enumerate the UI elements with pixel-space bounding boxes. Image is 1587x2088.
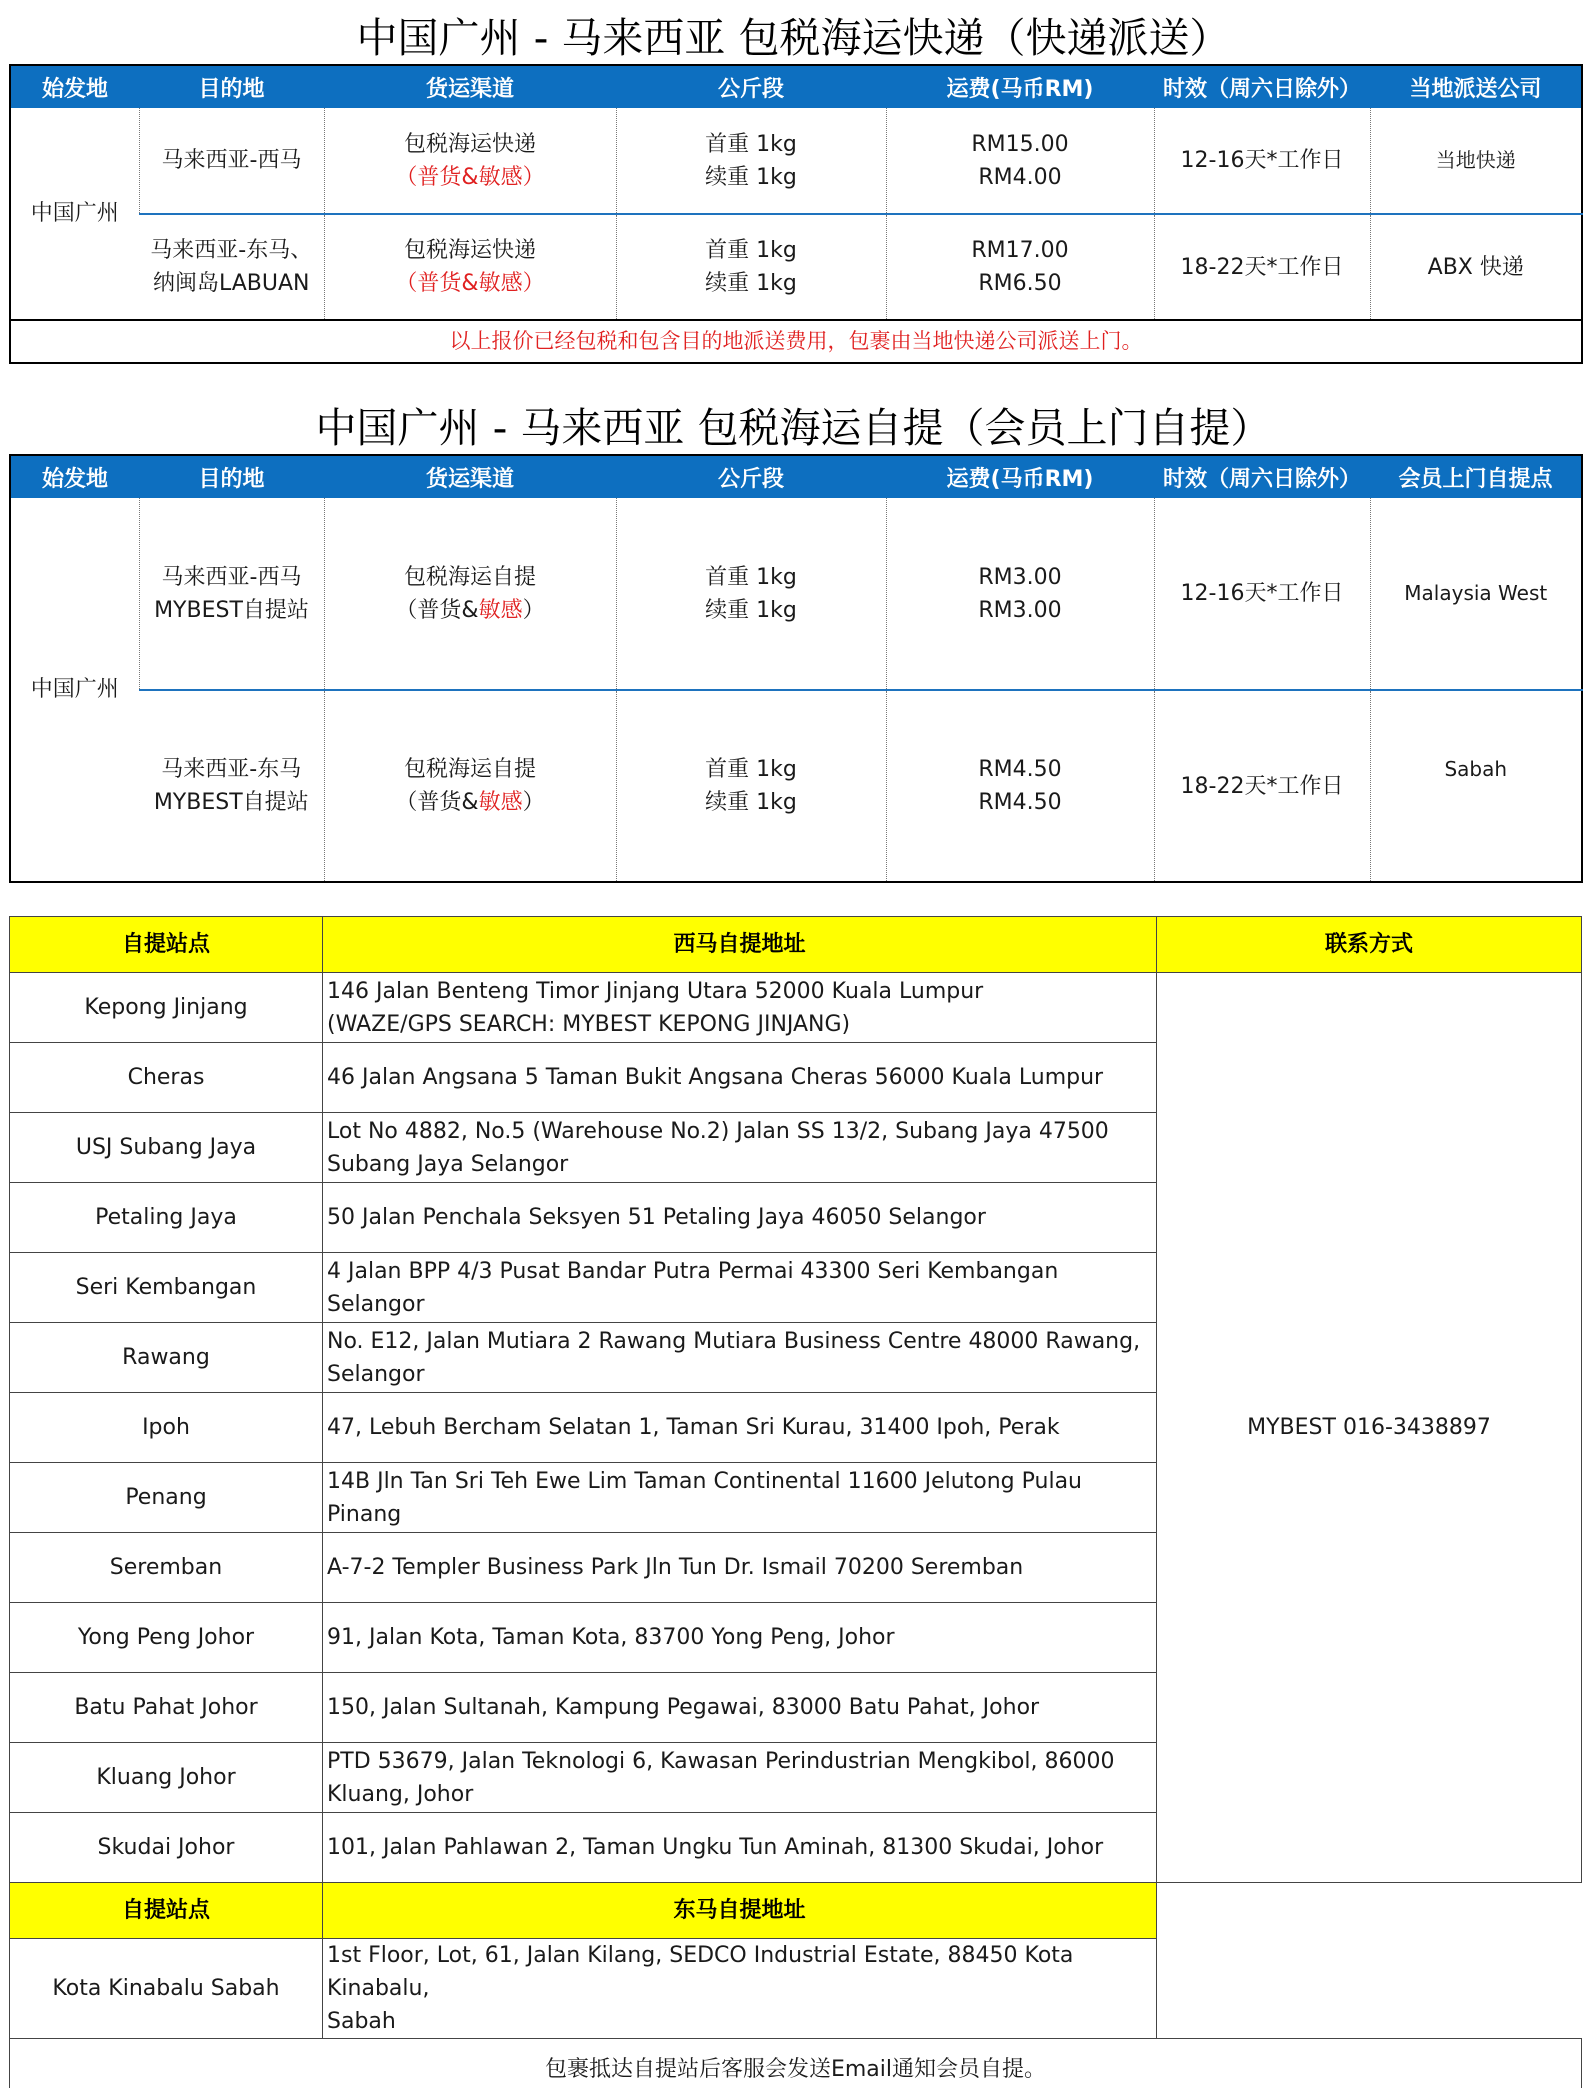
station-address: [323, 1603, 1157, 1673]
station-name: Seremban: [10, 1533, 323, 1603]
station-name: Rawang: [10, 1323, 323, 1393]
station-address: [323, 1673, 1157, 1743]
east-header-row: [10, 1883, 1582, 1939]
address-line1: 46 Jalan Angsana 5 Taman Bukit Angsana Cheras 56000 Kuala Lumpur: [327, 1065, 1104, 1090]
origin-cell: 中国广州: [30, 201, 119, 226]
contact-cell: MYBEST 016-3438897: [1157, 973, 1582, 1883]
destination-cell: [139, 690, 324, 882]
weight-next: 续重 1kg: [705, 164, 797, 190]
station-name: Batu Pahat Johor: [10, 1673, 323, 1743]
price-cell: [886, 690, 1154, 882]
express-header-row: [10, 65, 1582, 108]
price-first: RM15.00: [971, 131, 1069, 157]
address-line1: 91, Jalan Kota, Taman Kota, 83700 Yong Peng, Johor: [327, 1625, 895, 1650]
station-name: Penang: [10, 1463, 323, 1533]
station-address: [323, 1113, 1157, 1183]
time-cell: 12-16天*工作日: [1154, 498, 1370, 690]
station-name: Seri Kembangan: [10, 1253, 323, 1323]
header-station-east: 自提站点: [10, 1883, 323, 1939]
address-line1: PTD 53679, Jalan Teknologi 6, Kawasan Perindustrian Mengkibol, 86000: [327, 1748, 1115, 1774]
address-line1: 1st Floor, Lot, 61, Jalan Kilang, SEDCO Industrial Estate, 88450 Kota Kinabalu,: [327, 1943, 1074, 2001]
address-line1: Lot No 4882, No.5 (Warehouse No.2) Jalan SS 13/2, Subang Jaya 47500: [327, 1118, 1109, 1144]
weight-first: 首重 1kg: [705, 131, 797, 157]
station-address: [323, 1323, 1157, 1393]
station-address: [323, 1393, 1157, 1463]
address-line1: A-7-2 Templer Business Park Jln Tun Dr. Ismail 70200 Seremban: [327, 1555, 1024, 1580]
header-pickup-point: 会员上门自提点: [1370, 455, 1582, 498]
address-line1: 47, Lebuh Bercham Selatan 1, Taman Sri Kurau, 31400 Ipoh, Perak: [327, 1415, 1060, 1440]
price-first: RM17.00: [971, 238, 1069, 263]
address-line2: Selangor: [327, 1361, 425, 1387]
channel-name: 包税海运自提: [403, 564, 536, 590]
pickup-footer-row: [10, 2039, 1582, 2088]
weight-first: 首重 1kg: [705, 757, 797, 782]
station-address: [323, 1043, 1157, 1113]
time-cell: 12-16天*工作日: [1154, 108, 1370, 214]
address-line2: Sabah: [327, 2009, 396, 2034]
station-address: [323, 1183, 1157, 1253]
address-line2: Subang Jaya Selangor: [327, 1151, 569, 1177]
header-price: 运费(马币RM): [886, 65, 1154, 108]
pickup-footer-note: 包裹抵达自提站后客服会发送Email通知会员自提。: [10, 2039, 1582, 2088]
price-first: RM3.00: [978, 564, 1062, 590]
channel-cell: [324, 690, 616, 882]
express-note-row: [10, 320, 1582, 363]
company-cell: ABX 快递: [1370, 214, 1582, 320]
company-cell: 当地快递: [1370, 108, 1582, 214]
channel-name: 包税海运自提: [403, 757, 536, 782]
header-origin: 始发地: [10, 455, 139, 498]
price-next: RM4.00: [978, 164, 1062, 190]
channel-name: 包税海运快递: [403, 131, 536, 157]
pickup-point-cell: Malaysia West: [1370, 498, 1582, 690]
destination-cell: [139, 214, 324, 320]
east-station-rows: [10, 1939, 1582, 2039]
express-row-east: [10, 214, 1582, 320]
weight-next: 续重 1kg: [705, 790, 797, 815]
header-weight: 公斤段: [616, 455, 886, 498]
address-line1: 50 Jalan Penchala Seksyen 51 Petaling Jaya 46050 Selangor: [327, 1205, 986, 1230]
header-destination: 目的地: [139, 455, 324, 498]
express-note: 以上报价已经包税和包含目的地派送费用，包裹由当地快递公司派送上门。: [10, 320, 1582, 363]
destination-line2: 纳闽岛LABUAN: [152, 271, 310, 296]
express-rate-table: [9, 64, 1583, 364]
header-channel: 货运渠道: [324, 65, 616, 108]
header-origin: 始发地: [10, 65, 139, 108]
address-line2: (WAZE/GPS SEARCH: MYBEST KEPONG JINJANG): [327, 1011, 851, 1037]
price-next: RM6.50: [978, 271, 1062, 296]
station-address: [323, 1939, 1157, 2039]
west-station-rows: [10, 973, 1582, 1883]
header-time: 时效（周六日除外）: [1154, 455, 1370, 498]
weight-cell: [616, 690, 886, 882]
selfpick-row-east: [10, 690, 1582, 882]
destination-cell: 马来西亚-西马: [139, 108, 324, 214]
weight-cell: [616, 108, 886, 214]
channel-cell: [324, 214, 616, 320]
weight-next: 续重 1kg: [705, 271, 797, 296]
station-name: Kepong Jinjang: [10, 973, 323, 1043]
destination-line1: 马来西亚-西马: [161, 564, 302, 590]
address-line1: 4 Jalan BPP 4/3 Pusat Bandar Putra Permai 43300 Seri Kembangan Selangor: [327, 1258, 1059, 1317]
selfpick-header-row: [10, 455, 1582, 498]
header-east-address: 东马自提地址: [323, 1883, 1157, 1939]
header-company: 当地派送公司: [1370, 65, 1582, 108]
address-line1: 101, Jalan Pahlawan 2, Taman Ungku Tun Aminah, 81300 Skudai, Johor: [327, 1835, 1104, 1860]
station-row: [10, 1939, 1582, 2039]
station-address: [323, 1743, 1157, 1813]
weight-next: 续重 1kg: [705, 597, 797, 623]
origin-cell: 中国广州: [30, 677, 119, 702]
pickup-point-cell: Sabah: [1370, 690, 1582, 882]
selfpick-rate-table: [9, 454, 1583, 883]
station-name: Yong Peng Johor: [10, 1603, 323, 1673]
address-line1: 150, Jalan Sultanah, Kampung Pegawai, 83000 Batu Pahat, Johor: [327, 1695, 1040, 1720]
weight-first: 首重 1kg: [705, 564, 797, 590]
destination-line1: 马来西亚-东马: [161, 757, 302, 782]
price-cell: [886, 498, 1154, 690]
goods-type: （普货&敏感）: [395, 164, 545, 190]
price-cell: [886, 214, 1154, 320]
header-channel: 货运渠道: [324, 455, 616, 498]
station-name: Kota Kinabalu Sabah: [10, 1939, 323, 2039]
address-line1: 146 Jalan Benteng Timor Jinjang Utara 52000 Kuala Lumpur: [327, 978, 984, 1004]
goods-type: （普货&敏感）: [395, 597, 545, 623]
station-name: Ipoh: [10, 1393, 323, 1463]
station-address: [323, 1253, 1157, 1323]
destination-line2: MYBEST自提站: [154, 597, 309, 623]
price-next: RM3.00: [978, 597, 1062, 623]
destination-line1: 马来西亚-东马、: [150, 238, 313, 263]
destination-line2: MYBEST自提站: [153, 790, 309, 815]
channel-cell: [324, 108, 616, 214]
selfpick-title: 中国广州 - 马来西亚 包税海运自提（会员上门自提）: [315, 404, 1272, 452]
weight-cell: [616, 498, 886, 690]
goods-type: （普货&敏感）: [395, 790, 545, 815]
header-west-address: 西马自提地址: [323, 917, 1157, 973]
header-destination: 目的地: [139, 65, 324, 108]
station-row: [10, 973, 1582, 1043]
price-cell: [886, 108, 1154, 214]
weight-cell: [616, 214, 886, 320]
station-address: [323, 1533, 1157, 1603]
station-address: [323, 973, 1157, 1043]
station-address: [323, 1813, 1157, 1883]
channel-name: 包税海运快递: [403, 238, 536, 263]
pickup-stations-table: [9, 916, 1582, 2088]
header-contact: 联系方式: [1157, 917, 1582, 973]
address-line1: 14B Jln Tan Sri Teh Ewe Lim Taman Continental 11600 Jelutong Pulau Pinang: [327, 1468, 1083, 1527]
header-price: 运费(马币RM): [886, 455, 1154, 498]
station-name: USJ Subang Jaya: [10, 1113, 323, 1183]
weight-first: 首重 1kg: [705, 238, 797, 263]
destination-cell: [139, 498, 324, 690]
station-name: Skudai Johor: [10, 1813, 323, 1883]
address-line2: Kluang, Johor: [327, 1781, 474, 1807]
price-first: RM4.50: [978, 757, 1062, 782]
channel-cell: [324, 498, 616, 690]
express-row-west: [10, 108, 1582, 214]
express-title: 中国广州 - 马来西亚 包税海运快递（快递派送）: [356, 14, 1231, 62]
header-time: 时效（周六日除外）: [1154, 65, 1370, 108]
time-cell: 18-22天*工作日: [1154, 690, 1370, 882]
time-cell: 18-22天*工作日: [1154, 214, 1370, 320]
station-name: Kluang Johor: [10, 1743, 323, 1813]
price-next: RM4.50: [978, 790, 1062, 815]
selfpick-row-west: [10, 498, 1582, 690]
header-station: 自提站点: [10, 917, 323, 973]
station-name: Cheras: [10, 1043, 323, 1113]
address-line1: No. E12, Jalan Mutiara 2 Rawang Mutiara Business Centre 48000 Rawang,: [327, 1328, 1141, 1354]
station-address: [323, 1463, 1157, 1533]
pickup-header-row: [10, 917, 1582, 973]
header-weight: 公斤段: [616, 65, 886, 108]
station-name: Petaling Jaya: [10, 1183, 323, 1253]
goods-type: （普货&敏感）: [395, 271, 545, 296]
